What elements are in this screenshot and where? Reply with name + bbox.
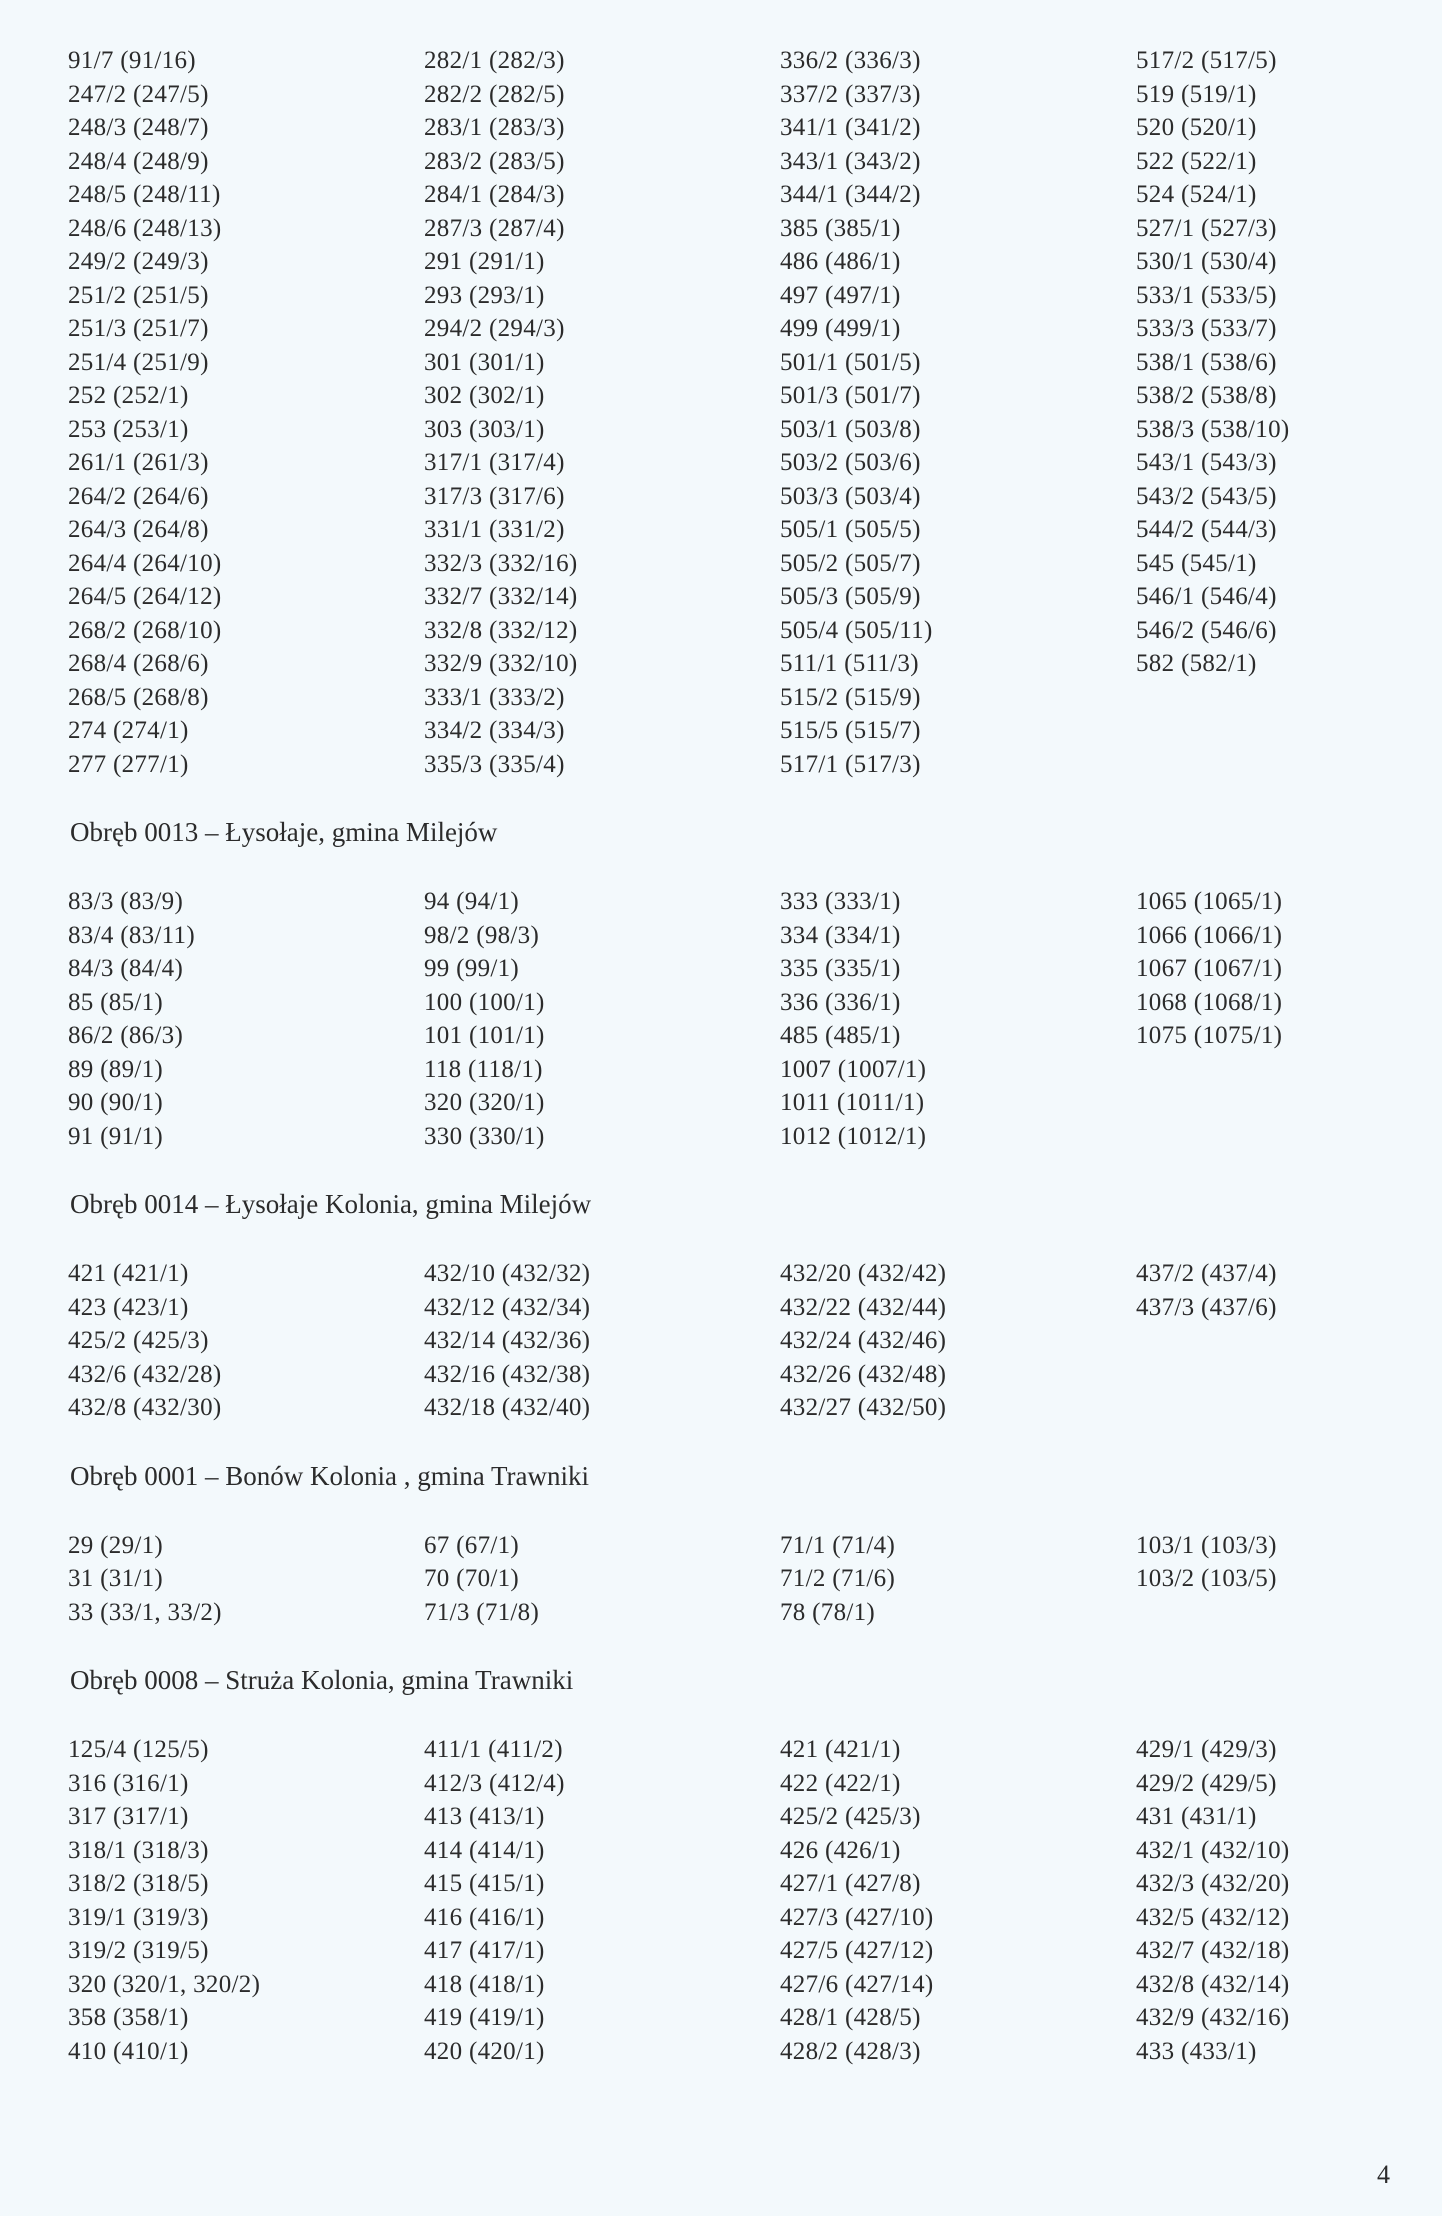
parcel-entry: 90 (90/1) <box>68 1089 164 1116</box>
parcel-entry: 421 (421/1) <box>780 1736 901 1763</box>
parcel-entry: 317 (317/1) <box>68 1803 189 1830</box>
parcel-column <box>1136 1257 1442 1425</box>
parcel-column <box>1136 885 1442 1153</box>
parcel-grid <box>68 885 1388 1153</box>
parcel-entry: 332/9 (332/10) <box>424 650 578 677</box>
parcel-entry: 99 (99/1) <box>424 955 520 982</box>
parcel-entry: 251/2 (251/5) <box>68 281 209 309</box>
parcel-entry: 546/1 (546/4) <box>1136 583 1277 610</box>
parcel-column <box>424 44 780 781</box>
parcel-entry: 1068 (1068/1) <box>1136 988 1283 1016</box>
parcel-entry: 31 (31/1) <box>68 1565 164 1592</box>
parcel-entry: 264/2 (264/6) <box>68 482 209 510</box>
parcel-entry: 333 (333/1) <box>780 888 901 915</box>
parcel-entry: 415 (415/1) <box>424 1870 545 1897</box>
parcel-entry: 33 (33/1, 33/2) <box>68 1598 222 1626</box>
parcel-entry: 268/2 (268/10) <box>68 616 222 644</box>
parcel-entry: 83/3 (83/9) <box>68 888 184 915</box>
parcel-entry: 432/7 (432/18) <box>1136 1937 1290 1964</box>
parcel-grid <box>68 1529 1388 1630</box>
parcel-entry: 1065 (1065/1) <box>1136 888 1283 915</box>
parcel-entry: 505/1 (505/5) <box>780 516 921 543</box>
parcel-entry: 71/1 (71/4) <box>780 1531 896 1559</box>
parcel-entry: 432/8 (432/30) <box>68 1394 222 1421</box>
parcel-entry: 332/8 (332/12) <box>424 616 578 644</box>
parcel-entry: 497 (497/1) <box>780 281 901 309</box>
parcel-entry: 524 (524/1) <box>1136 181 1257 208</box>
parcel-entry: 511/1 (511/3) <box>780 650 919 677</box>
parcel-entry: 432/9 (432/16) <box>1136 2004 1290 2031</box>
parcel-entry: 515/5 (515/7) <box>780 717 921 744</box>
parcel-entry: 425/2 (425/3) <box>68 1327 209 1354</box>
parcel-entry: 284/1 (284/3) <box>424 181 565 208</box>
parcel-entry: 283/2 (283/5) <box>424 147 565 175</box>
parcel-entry: 515/2 (515/9) <box>780 683 921 711</box>
parcel-entry: 432/26 (432/48) <box>780 1360 947 1388</box>
parcel-entry: 413 (413/1) <box>424 1803 545 1830</box>
parcel-column <box>780 1529 1136 1630</box>
parcel-entry: 252 (252/1) <box>68 382 189 409</box>
parcel-entry: 503/3 (503/4) <box>780 482 921 510</box>
section-heading: Obręb 0001 – Bonów Kolonia , gmina Trawniki <box>70 1460 589 1491</box>
parcel-entry: 533/3 (533/7) <box>1136 315 1277 342</box>
parcel-entry: 335 (335/1) <box>780 955 901 982</box>
parcel-entry: 333/1 (333/2) <box>424 683 565 711</box>
parcel-entry: 414 (414/1) <box>424 1836 545 1864</box>
parcel-entry: 437/2 (437/4) <box>1136 1260 1277 1287</box>
parcel-entry: 427/3 (427/10) <box>780 1903 934 1931</box>
parcel-entry: 291 (291/1) <box>424 248 545 275</box>
parcel-entry: 331/1 (331/2) <box>424 516 565 543</box>
parcel-entry: 1007 (1007/1) <box>780 1055 927 1083</box>
parcel-entry: 264/4 (264/10) <box>68 549 222 577</box>
parcel-entry: 261/1 (261/3) <box>68 449 209 476</box>
parcel-entry: 94 (94/1) <box>424 888 520 915</box>
parcel-entry: 530/1 (530/4) <box>1136 248 1277 275</box>
parcel-entry: 385 (385/1) <box>780 214 901 242</box>
parcel-entry: 332/7 (332/14) <box>424 583 578 610</box>
parcel-column <box>424 885 780 1153</box>
parcel-entry: 582 (582/1) <box>1136 650 1257 677</box>
parcel-entry: 294/2 (294/3) <box>424 315 565 342</box>
parcel-entry: 103/2 (103/5) <box>1136 1565 1277 1592</box>
parcel-entry: 268/5 (268/8) <box>68 683 209 711</box>
parcel-entry: 527/1 (527/3) <box>1136 214 1277 242</box>
parcel-entry: 337/2 (337/3) <box>780 80 921 108</box>
parcel-grid <box>68 44 1388 781</box>
section-heading: Obręb 0008 – Strużа Kolonia, gmina Trawniki <box>70 1665 574 1695</box>
parcel-entry: 546/2 (546/6) <box>1136 616 1277 644</box>
parcel-entry: 423 (423/1) <box>68 1293 189 1321</box>
parcel-entry: 125/4 (125/5) <box>68 1736 209 1763</box>
parcel-entry: 344/1 (344/2) <box>780 181 921 208</box>
parcel-entry: 419 (419/1) <box>424 2004 545 2031</box>
parcel-entry: 91 (91/1) <box>68 1122 164 1150</box>
parcel-grid <box>68 1733 1388 2068</box>
parcel-entry: 249/2 (249/3) <box>68 248 209 275</box>
parcel-entry: 118 (118/1) <box>424 1055 543 1083</box>
parcel-entry: 412/3 (412/4) <box>424 1769 565 1797</box>
parcel-entry: 544/2 (544/3) <box>1136 516 1277 543</box>
parcel-entry: 410 (410/1) <box>68 2037 189 2065</box>
parcel-entry: 429/2 (429/5) <box>1136 1769 1277 1797</box>
parcel-entry: 253 (253/1) <box>68 415 189 443</box>
parcel-entry: 248/3 (248/7) <box>68 114 209 141</box>
parcel-entry: 268/4 (268/6) <box>68 650 209 677</box>
parcel-entry: 519 (519/1) <box>1136 80 1257 108</box>
parcel-entry: 432/1 (432/10) <box>1136 1836 1290 1864</box>
parcel-entry: 1012 (1012/1) <box>780 1122 927 1150</box>
parcel-column <box>68 1257 424 1425</box>
parcel-entry: 517/1 (517/3) <box>780 750 921 778</box>
parcel-entry: 317/3 (317/6) <box>424 482 565 510</box>
parcel-entry: 248/5 (248/11) <box>68 181 221 208</box>
parcel-entry: 1075 (1075/1) <box>1136 1022 1283 1049</box>
parcel-entry: 503/1 (503/8) <box>780 415 921 443</box>
parcel-entry: 427/1 (427/8) <box>780 1870 921 1897</box>
parcel-entry: 251/4 (251/9) <box>68 348 209 376</box>
parcel-entry: 538/2 (538/8) <box>1136 382 1277 409</box>
parcel-entry: 431 (431/1) <box>1136 1803 1257 1830</box>
parcel-column <box>780 1257 1136 1425</box>
parcel-entry: 316 (316/1) <box>68 1769 189 1797</box>
parcel-column <box>1136 1529 1442 1630</box>
parcel-entry: 71/2 (71/6) <box>780 1565 896 1592</box>
parcel-column <box>424 1529 780 1630</box>
parcel-entry: 83/4 (83/11) <box>68 921 195 949</box>
parcel-entry: 103/1 (103/3) <box>1136 1531 1277 1559</box>
parcel-entry: 432/8 (432/14) <box>1136 1970 1290 1998</box>
parcel-entry: 499 (499/1) <box>780 315 901 342</box>
parcel-column <box>68 44 424 781</box>
parcel-entry: 520 (520/1) <box>1136 114 1257 141</box>
parcel-entry: 432/6 (432/28) <box>68 1360 222 1388</box>
parcel-entry: 422 (422/1) <box>780 1769 901 1797</box>
parcel-sections <box>68 44 1388 2068</box>
parcel-entry: 505/3 (505/9) <box>780 583 921 610</box>
parcel-entry: 86/2 (86/3) <box>68 1022 184 1049</box>
parcel-column <box>1136 44 1442 781</box>
parcel-entry: 421 (421/1) <box>68 1260 189 1287</box>
parcel-entry: 274 (274/1) <box>68 717 189 744</box>
section-heading: Obręb 0014 – Łysołaje Kolonia, gmina Milejów <box>70 1189 592 1219</box>
parcel-entry: 522 (522/1) <box>1136 147 1257 175</box>
parcel-entry: 432/10 (432/32) <box>424 1260 591 1287</box>
parcel-entry: 318/1 (318/3) <box>68 1836 209 1864</box>
parcel-column <box>780 44 1136 781</box>
parcel-entry: 334/2 (334/3) <box>424 717 565 744</box>
parcel-entry: 545 (545/1) <box>1136 549 1257 577</box>
parcel-entry: 282/2 (282/5) <box>424 80 565 108</box>
parcel-entry: 91/7 (91/16) <box>68 47 196 74</box>
parcel-column <box>68 1733 424 2068</box>
parcel-entry: 78 (78/1) <box>780 1598 876 1626</box>
parcel-entry: 264/5 (264/12) <box>68 583 222 610</box>
parcel-entry: 432/16 (432/38) <box>424 1360 591 1388</box>
parcel-entry: 29 (29/1) <box>68 1531 164 1559</box>
parcel-entry: 317/1 (317/4) <box>424 449 565 476</box>
parcel-entry: 432/27 (432/50) <box>780 1394 947 1421</box>
parcel-entry: 320 (320/1) <box>424 1089 545 1116</box>
parcel-entry: 85 (85/1) <box>68 988 164 1016</box>
parcel-entry: 332/3 (332/16) <box>424 549 578 577</box>
parcel-entry: 318/2 (318/5) <box>68 1870 209 1897</box>
parcel-entry: 70 (70/1) <box>424 1565 520 1592</box>
parcel-entry: 358 (358/1) <box>68 2004 189 2031</box>
parcel-entry: 533/1 (533/5) <box>1136 281 1277 309</box>
parcel-entry: 336/2 (336/3) <box>780 47 921 74</box>
parcel-entry: 341/1 (341/2) <box>780 114 921 141</box>
parcel-entry: 432/20 (432/42) <box>780 1260 947 1287</box>
parcel-entry: 428/1 (428/5) <box>780 2004 921 2031</box>
parcel-entry: 302 (302/1) <box>424 382 545 409</box>
parcel-entry: 101 (101/1) <box>424 1022 545 1049</box>
parcel-column <box>1136 1733 1442 2068</box>
parcel-entry: 437/3 (437/6) <box>1136 1293 1277 1321</box>
parcel-entry: 505/4 (505/11) <box>780 616 933 644</box>
parcel-entry: 543/1 (543/3) <box>1136 449 1277 476</box>
parcel-entry: 432/12 (432/34) <box>424 1293 591 1321</box>
parcel-column <box>780 1733 1136 2068</box>
parcel-entry: 432/24 (432/46) <box>780 1327 947 1354</box>
parcel-entry: 335/3 (335/4) <box>424 750 565 778</box>
parcel-entry: 319/2 (319/5) <box>68 1937 209 1964</box>
parcel-entry: 417 (417/1) <box>424 1937 545 1964</box>
document-page <box>68 44 1388 2068</box>
parcel-entry: 282/1 (282/3) <box>424 47 565 74</box>
parcel-entry: 303 (303/1) <box>424 415 545 443</box>
parcel-entry: 420 (420/1) <box>424 2037 545 2065</box>
parcel-entry: 505/2 (505/7) <box>780 549 921 577</box>
parcel-entry: 538/3 (538/10) <box>1136 415 1290 443</box>
parcel-entry: 432/5 (432/12) <box>1136 1903 1290 1931</box>
parcel-entry: 432/18 (432/40) <box>424 1394 591 1421</box>
parcel-entry: 501/1 (501/5) <box>780 348 921 376</box>
parcel-entry: 428/2 (428/3) <box>780 2037 921 2065</box>
parcel-entry: 287/3 (287/4) <box>424 214 565 242</box>
parcel-entry: 98/2 (98/3) <box>424 921 540 949</box>
parcel-entry: 84/3 (84/4) <box>68 955 184 982</box>
parcel-entry: 433 (433/1) <box>1136 2037 1257 2065</box>
parcel-column <box>424 1733 780 2068</box>
parcel-entry: 501/3 (501/7) <box>780 382 921 409</box>
parcel-entry: 427/6 (427/14) <box>780 1970 934 1998</box>
parcel-entry: 71/3 (71/8) <box>424 1598 540 1626</box>
parcel-column <box>780 885 1136 1153</box>
section-heading: Obręb 0013 – Łysołaje, gmina Milejów <box>70 817 498 847</box>
parcel-entry: 503/2 (503/6) <box>780 449 921 476</box>
parcel-entry: 334 (334/1) <box>780 921 901 949</box>
parcel-entry: 427/5 (427/12) <box>780 1937 934 1964</box>
parcel-entry: 343/1 (343/2) <box>780 147 921 175</box>
parcel-entry: 277 (277/1) <box>68 750 189 778</box>
parcel-entry: 1066 (1066/1) <box>1136 921 1283 949</box>
parcel-entry: 485 (485/1) <box>780 1022 901 1049</box>
parcel-entry: 100 (100/1) <box>424 988 545 1016</box>
parcel-entry: 248/4 (248/9) <box>68 147 209 175</box>
parcel-entry: 411/1 (411/2) <box>424 1736 563 1763</box>
parcel-entry: 336 (336/1) <box>780 988 901 1016</box>
parcel-entry: 425/2 (425/3) <box>780 1803 921 1830</box>
parcel-entry: 432/3 (432/20) <box>1136 1870 1290 1897</box>
parcel-entry: 517/2 (517/5) <box>1136 47 1277 74</box>
parcel-entry: 251/3 (251/7) <box>68 315 209 342</box>
parcel-entry: 429/1 (429/3) <box>1136 1736 1277 1763</box>
parcel-entry: 1011 (1011/1) <box>780 1089 925 1116</box>
parcel-column <box>424 1257 780 1425</box>
parcel-entry: 319/1 (319/3) <box>68 1903 209 1931</box>
parcel-entry: 432/22 (432/44) <box>780 1293 947 1321</box>
parcel-entry: 543/2 (543/5) <box>1136 482 1277 510</box>
parcel-entry: 293 (293/1) <box>424 281 545 309</box>
parcel-entry: 538/1 (538/6) <box>1136 348 1277 376</box>
parcel-entry: 486 (486/1) <box>780 248 901 275</box>
parcel-entry: 418 (418/1) <box>424 1970 545 1998</box>
parcel-entry: 1067 (1067/1) <box>1136 955 1283 982</box>
parcel-entry: 426 (426/1) <box>780 1836 901 1864</box>
parcel-entry: 416 (416/1) <box>424 1903 545 1931</box>
parcel-entry: 301 (301/1) <box>424 348 545 376</box>
page-number: 4 <box>1377 2160 1390 2189</box>
parcel-entry: 320 (320/1, 320/2) <box>68 1970 261 1998</box>
parcel-entry: 264/3 (264/8) <box>68 516 209 543</box>
parcel-entry: 247/2 (247/5) <box>68 80 209 108</box>
parcel-entry: 432/14 (432/36) <box>424 1327 591 1354</box>
parcel-entry: 330 (330/1) <box>424 1122 545 1150</box>
parcel-grid <box>68 1257 1388 1425</box>
parcel-entry: 248/6 (248/13) <box>68 214 222 242</box>
parcel-entry: 283/1 (283/3) <box>424 114 565 141</box>
parcel-entry: 89 (89/1) <box>68 1055 164 1083</box>
parcel-column <box>68 885 424 1153</box>
parcel-entry: 67 (67/1) <box>424 1531 520 1559</box>
parcel-column <box>68 1529 424 1630</box>
